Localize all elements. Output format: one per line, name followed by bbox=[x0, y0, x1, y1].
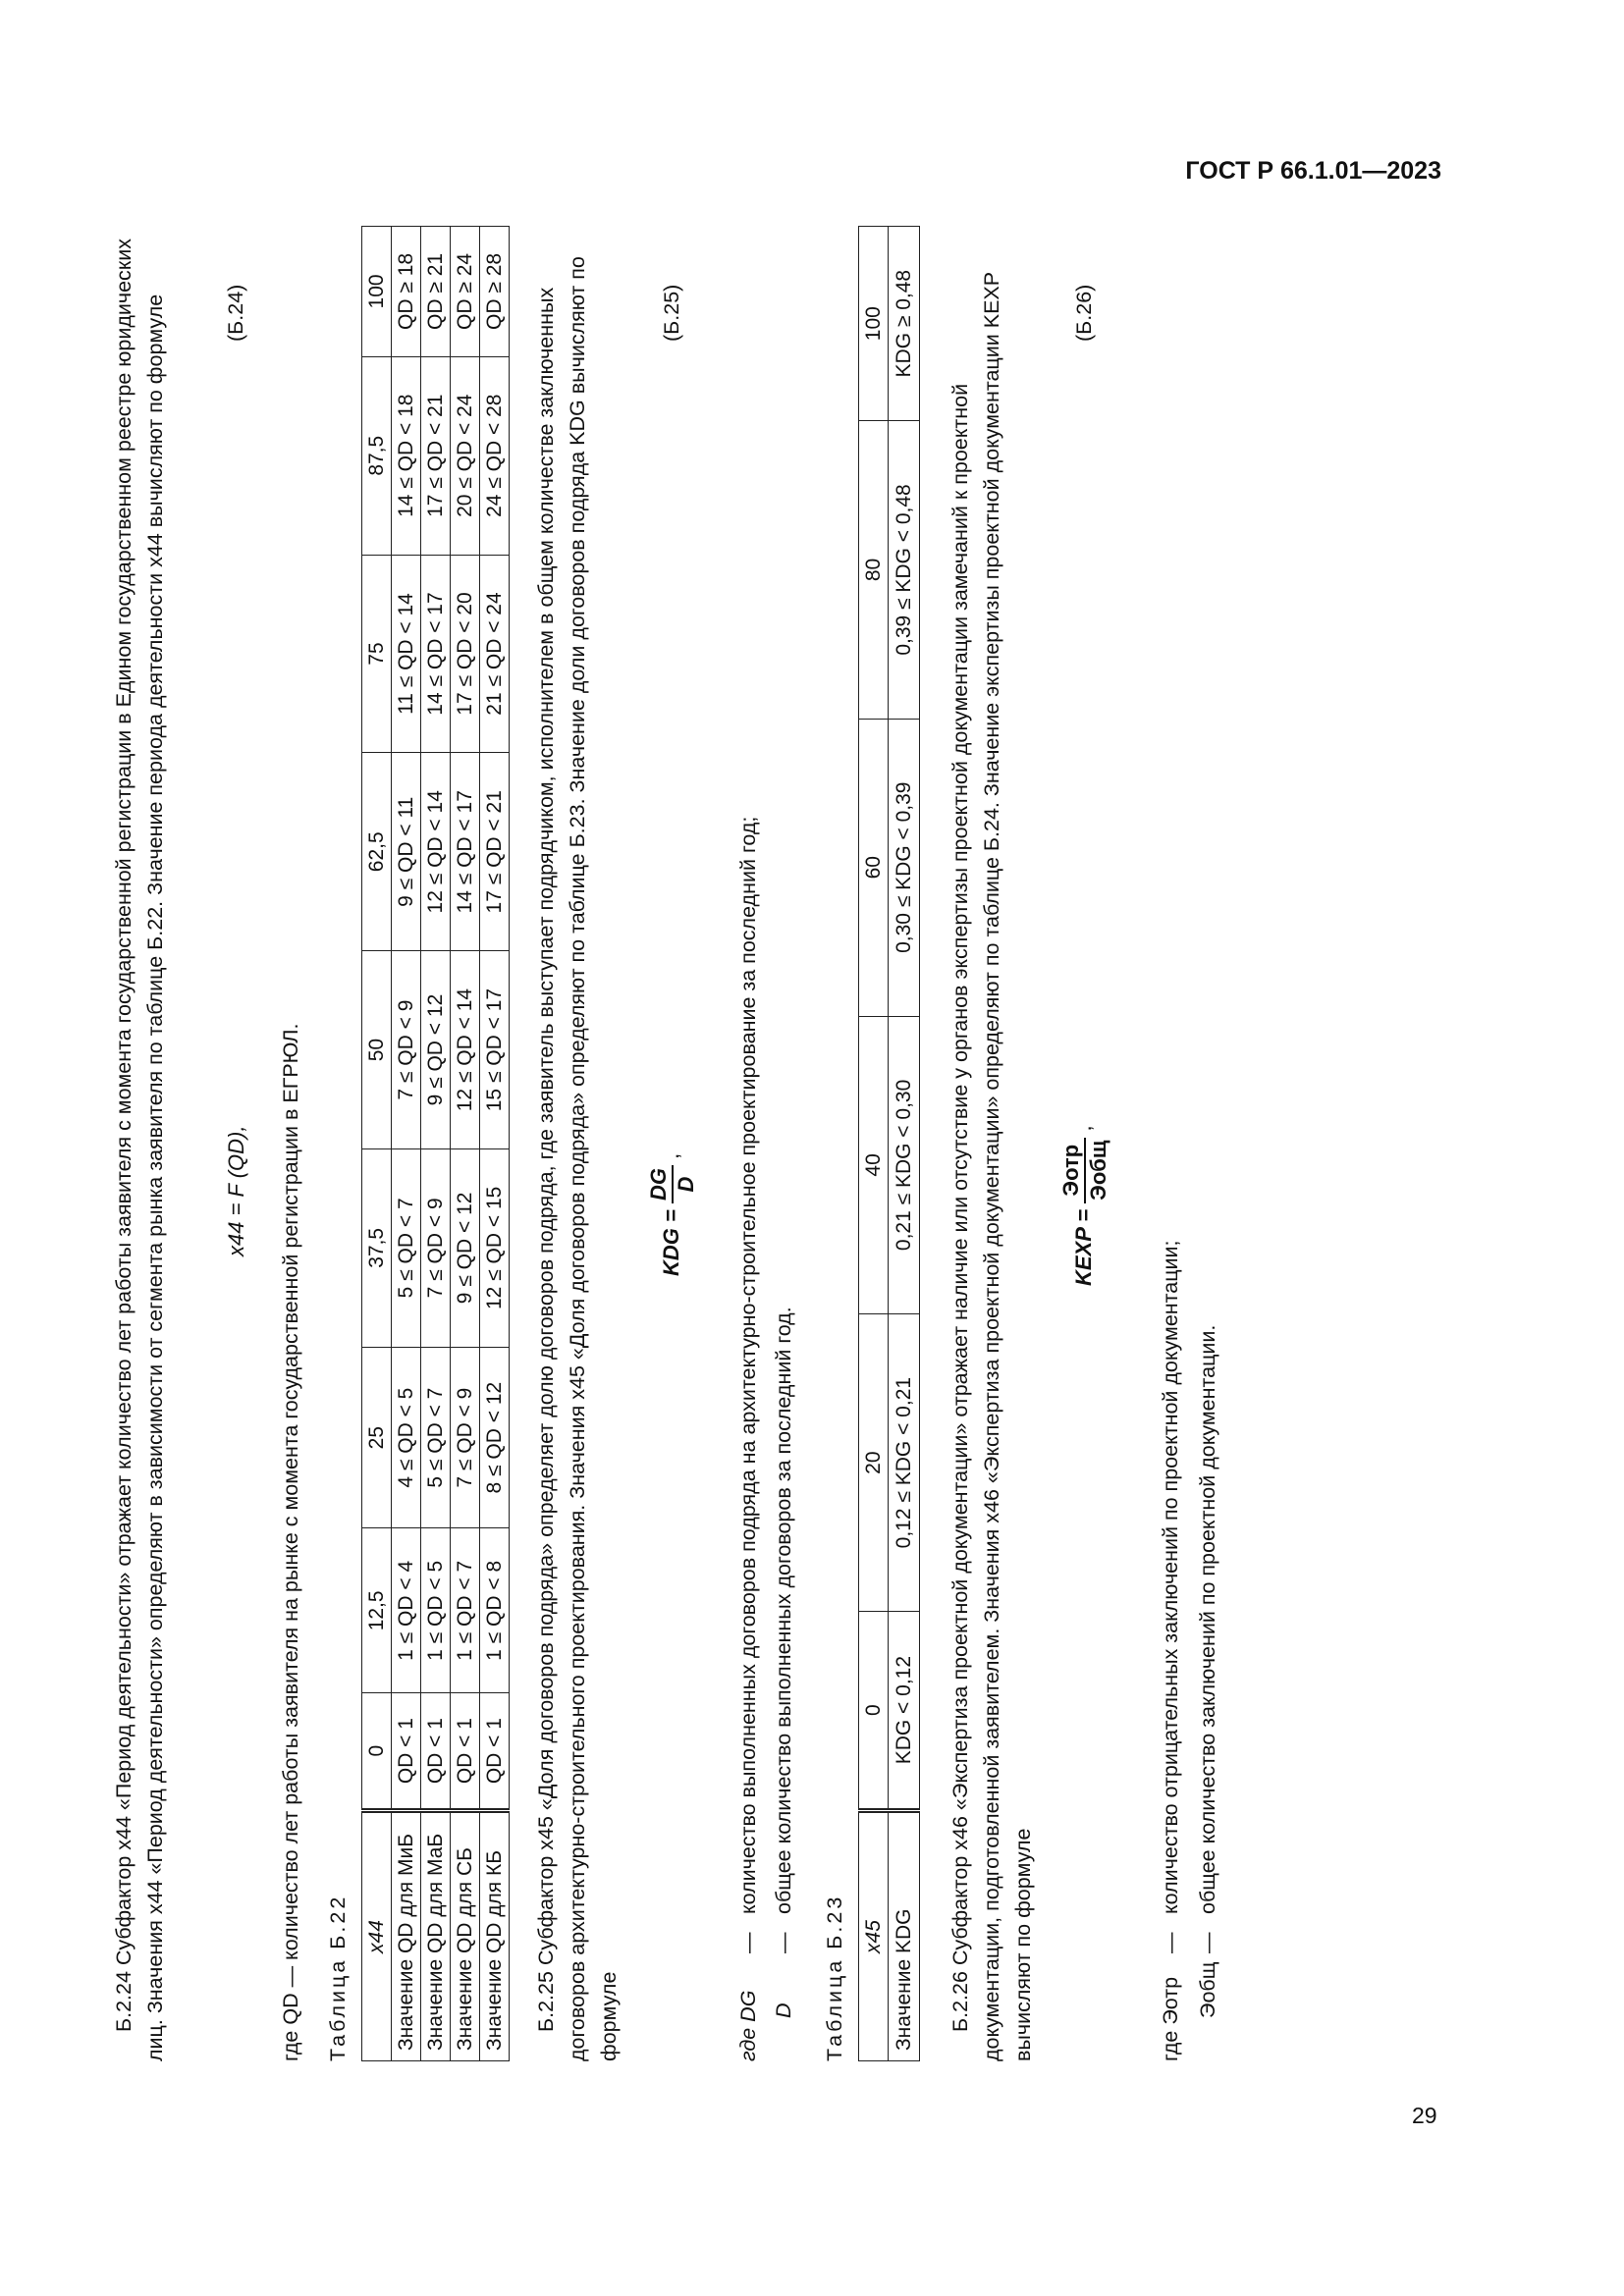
table-header-cell: 62,5 bbox=[362, 753, 392, 951]
table-cell: 0,39 ≤ KDG < 0,48 bbox=[889, 421, 920, 719]
table-cell: 4 ≤ QD < 5 bbox=[392, 1347, 421, 1528]
table-header-cell: x45 bbox=[859, 1811, 889, 2061]
table-cell: 14 ≤ QD < 17 bbox=[451, 753, 480, 951]
table-cell: QD < 1 bbox=[451, 1693, 480, 1811]
table-cell: 9 ≤ QD < 12 bbox=[421, 951, 451, 1149]
formula-b26-tail: , bbox=[1070, 1125, 1096, 1132]
table-cell: 0,30 ≤ KDG < 0,39 bbox=[889, 719, 920, 1016]
table-cell: 9 ≤ QD < 11 bbox=[392, 753, 421, 951]
table-cell: 1 ≤ QD < 7 bbox=[451, 1528, 480, 1693]
table-header-cell: 75 bbox=[362, 555, 392, 753]
table-cell: QD < 1 bbox=[392, 1693, 421, 1811]
definition-text: общее количество выполненных договоров за последний год. bbox=[772, 1307, 795, 1914]
formula-b26-fraction bbox=[1058, 1138, 1111, 1203]
definition-dg: где DG—количество выполненных договоров подряда на архитектурно-строительное проектирование за последний год; bbox=[736, 816, 760, 2061]
table-cell: QD ≥ 21 bbox=[421, 227, 451, 357]
formula-b25-tail: , bbox=[658, 1152, 683, 1159]
table-header-cell: 0 bbox=[362, 1693, 392, 1811]
definition-text: количество выполненных договоров подряда на архитектурно-строительное проектирование за последний год; bbox=[736, 816, 760, 1914]
table-cell: 1 ≤ QD < 8 bbox=[480, 1528, 510, 1693]
table-cell: 8 ≤ QD < 12 bbox=[480, 1347, 510, 1528]
table-header-cell: 37,5 bbox=[362, 1148, 392, 1347]
table-b22 bbox=[361, 226, 510, 2061]
paragraph-b225: Б.2.25 Субфактор x45 «Доля договоров подряда» определяет долю договоров подряда, где заявитель выступает подрядчиком, исполнителем в общем количестве заключенных договоров архитектурно-строительного проектирования. Значения x45 «Доля договоров подряда» определяют по таблице Б.23. Значение доли договоров подряда KDG вычисляют по формуле bbox=[534, 256, 621, 2061]
formula-b25-denominator: D bbox=[674, 1176, 698, 1193]
table-cell: 11 ≤ QD < 14 bbox=[392, 555, 421, 753]
standard-id: ГОСТ Р 66.1.01—2023 bbox=[1185, 157, 1441, 185]
table-row bbox=[451, 227, 480, 2061]
table-row bbox=[859, 227, 889, 2061]
table-cell: 21 ≤ QD < 24 bbox=[480, 555, 510, 753]
table-cell: 5 ≤ QD < 7 bbox=[392, 1148, 421, 1347]
table-row bbox=[421, 227, 451, 2061]
table-cell: 20 ≤ QD < 24 bbox=[451, 356, 480, 555]
formula-b26-denominator: Эобщ bbox=[1086, 1140, 1110, 1201]
table-b23 bbox=[858, 226, 920, 2061]
table-cell: 14 ≤ QD < 18 bbox=[392, 356, 421, 555]
rotated-page-content bbox=[108, 216, 1453, 2061]
table-cell: 5 ≤ QD < 7 bbox=[421, 1347, 451, 1528]
table-header-cell: 12,5 bbox=[362, 1528, 392, 1693]
table-header-cell: 25 bbox=[362, 1347, 392, 1528]
table-cell: 17 ≤ QD < 21 bbox=[421, 356, 451, 555]
table-cell: 12 ≤ QD < 15 bbox=[480, 1148, 510, 1347]
table-cell: 24 ≤ QD < 28 bbox=[480, 356, 510, 555]
definition-e-obsch: Эобщ—общее количество заключений по проектной документации. bbox=[1196, 1325, 1220, 2061]
paragraph-b224: Б.2.24 Субфактор x44 «Период деятельности» отражает количество лет работы заявителя с момента государственной регистрации в Едином государственном реестре юридических лиц. Значения x44 «Период деятельности» определяют в зависимости от сегмента рынка заявителя по таблице Б.22. Значение периода деятельности x44 вычисляют по формуле bbox=[112, 239, 167, 2061]
table-cell: 1 ≤ QD < 5 bbox=[421, 1528, 451, 1693]
table-cell: 7 ≤ QD < 9 bbox=[451, 1347, 480, 1528]
table-cell: QD ≥ 18 bbox=[392, 227, 421, 357]
table-cell: 15 ≤ QD < 17 bbox=[480, 951, 510, 1149]
table-cell: 17 ≤ QD < 20 bbox=[451, 555, 480, 753]
row-label: Значение QD для КБ bbox=[480, 1811, 510, 2061]
table-header-cell: 0 bbox=[859, 1612, 889, 1811]
formula-number-b25: (Б.25) bbox=[660, 284, 683, 342]
definition-d: D—общее количество выполненных договоров за последний год. bbox=[772, 1307, 796, 2061]
table-b23-caption: Таблица Б.23 bbox=[823, 1894, 846, 2061]
table-cell: 1 ≤ QD < 4 bbox=[392, 1528, 421, 1693]
formula-b25-numerator: DG bbox=[646, 1165, 674, 1203]
table-header-cell: 60 bbox=[859, 719, 889, 1016]
definition-symbol: Эобщ bbox=[1196, 1961, 1219, 2018]
table-header-cell: 50 bbox=[362, 951, 392, 1149]
page-number: 29 bbox=[1412, 2103, 1437, 2128]
table-header-cell: 87,5 bbox=[362, 356, 392, 555]
row-label: Значение QD для МиБ bbox=[392, 1811, 421, 2061]
table-cell: 7 ≤ QD < 9 bbox=[392, 951, 421, 1149]
paragraph-b226: Б.2.26 Субфактор x46 «Экспертиза проектной документации» отражает наличие или отсутствие у органов экспертизы проектной документации замечаний к проектной документации, подготовленной заявителем. Значения x46 «Экспертиза проектной документации» определяют по таблице Б.24. Значение экспертизы проектной документации KEXP вычисляют по формуле bbox=[948, 272, 1035, 2061]
definition-symbol: где Эотр bbox=[1159, 1976, 1182, 2061]
definition-symbol: где DG bbox=[736, 1990, 760, 2061]
table-cell: QD ≥ 28 bbox=[480, 227, 510, 357]
table-header-cell: 80 bbox=[859, 421, 889, 719]
formula-b26-lhs: KEXP = bbox=[1070, 1208, 1096, 1286]
table-b22-caption: Таблица Б.22 bbox=[326, 1894, 350, 2061]
table-cell: KDG ≥ 0,48 bbox=[889, 227, 920, 421]
table-cell: 7 ≤ QD < 9 bbox=[421, 1148, 451, 1347]
table-header-cell: 20 bbox=[859, 1314, 889, 1612]
table-cell: 14 ≤ QD < 17 bbox=[421, 555, 451, 753]
definition-e-otr: где Эотр—количество отрицательных заключений по проектной документации; bbox=[1159, 1240, 1182, 2061]
row-label: Значение QD для МаБ bbox=[421, 1811, 451, 2061]
definition-text: количество отрицательных заключений по проектной документации; bbox=[1159, 1240, 1182, 1914]
table-cell: QD ≥ 24 bbox=[451, 227, 480, 357]
definition-symbol: D bbox=[772, 2002, 795, 2018]
row-label: Значение QD для СБ bbox=[451, 1811, 480, 2061]
row-label: Значение KDG bbox=[889, 1811, 920, 2061]
table-row bbox=[392, 227, 421, 2061]
formula-b24: x44 = F (QD), bbox=[224, 1125, 248, 1256]
formula-number-b26: (Б.26) bbox=[1072, 284, 1096, 342]
table-row bbox=[362, 227, 392, 2061]
table-cell: 12 ≤ QD < 14 bbox=[421, 753, 451, 951]
table-cell: 0,21 ≤ KDG < 0,30 bbox=[889, 1016, 920, 1313]
formula-number-b24: (Б.24) bbox=[224, 284, 247, 342]
table-header-cell: x44 bbox=[362, 1811, 392, 2061]
table-cell: QD < 1 bbox=[421, 1693, 451, 1811]
formula-b25 bbox=[646, 1153, 699, 1276]
formula-b25-lhs: KDG = bbox=[658, 1209, 683, 1276]
table-cell: 0,12 ≤ KDG < 0,21 bbox=[889, 1314, 920, 1612]
table-cell: KDG < 0,12 bbox=[889, 1612, 920, 1811]
table-cell: 17 ≤ QD < 21 bbox=[480, 753, 510, 951]
table-row bbox=[889, 227, 920, 2061]
table-header-cell: 100 bbox=[859, 227, 889, 421]
definition-text: общее количество заключений по проектной документации. bbox=[1196, 1324, 1219, 1914]
formula-b25-fraction bbox=[646, 1165, 699, 1203]
table-cell: QD < 1 bbox=[480, 1693, 510, 1811]
formula-b26-numerator: Эотр bbox=[1058, 1138, 1086, 1203]
table-row bbox=[480, 227, 510, 2061]
table-cell: 12 ≤ QD < 14 bbox=[451, 951, 480, 1149]
where-qd: где QD — количество лет работы заявителя на рынке с момента государственной регистрации в ЕГРЮЛ. bbox=[279, 1023, 302, 2061]
table-cell: 9 ≤ QD < 12 bbox=[451, 1148, 480, 1347]
table-header-cell: 40 bbox=[859, 1016, 889, 1313]
table-header-cell: 100 bbox=[362, 227, 392, 357]
formula-b26 bbox=[1058, 1125, 1111, 1286]
